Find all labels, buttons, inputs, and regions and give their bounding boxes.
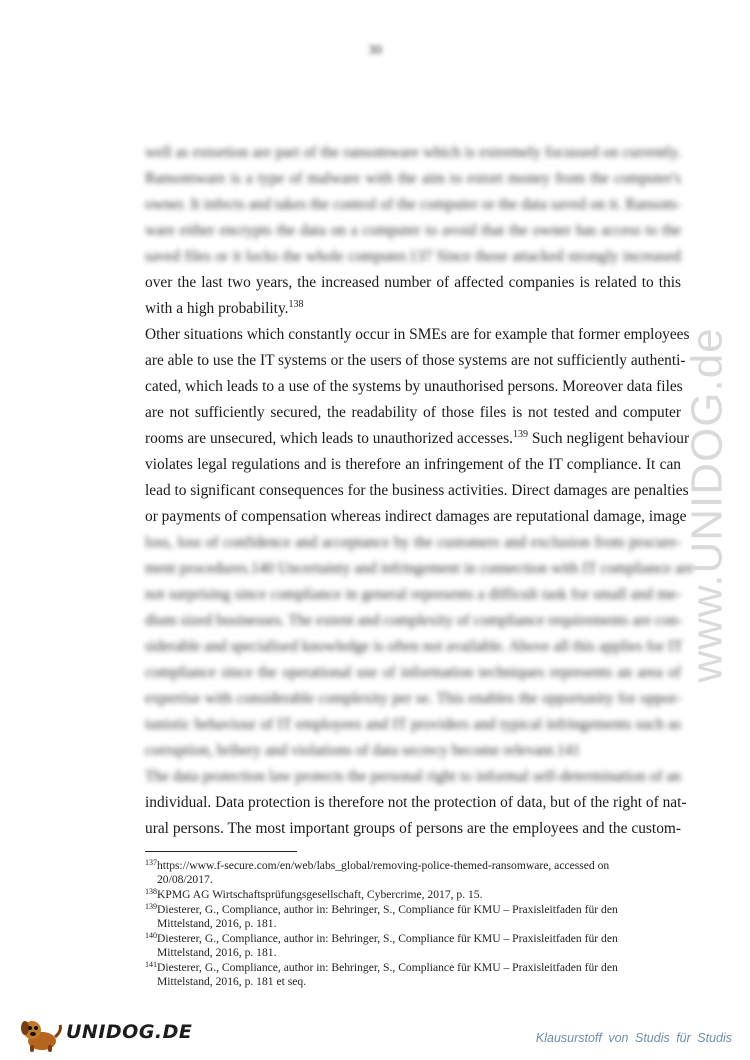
blurred-text-line: corruption, bribery and violations of data secrecy become relevant.141 — [145, 742, 581, 759]
unidog-logo[interactable] — [14, 1015, 193, 1053]
footnote — [145, 932, 705, 959]
footnote-number: 141 — [145, 960, 157, 969]
footnote-ref: 138 — [288, 299, 304, 310]
body-text-line: over the last two years, the increased number of affected companies is related to this — [145, 274, 681, 291]
body-text-line — [145, 426, 690, 452]
body-text: rooms are unsecured, which leads to unauthorized accesses. — [145, 430, 513, 447]
footnote-divider — [145, 851, 297, 852]
body-text-line — [145, 296, 681, 322]
footnote-ref: 139 — [512, 429, 528, 440]
blurred-text-line: owner. It infects and takes the control of the computer or the data saved on it. Ransom- — [145, 196, 681, 213]
blurred-text-line: compliance since the operational use of information techniques represents an area of — [145, 664, 681, 681]
dog-mascot-icon — [18, 1015, 64, 1053]
blurred-text-line: dium sized businesses. The extent and complexity of compliance requirements are con- — [145, 612, 683, 629]
footnote-number: 140 — [145, 931, 157, 940]
body-text-line: ural persons. The most important groups of persons are the employees and the custom- — [145, 820, 681, 837]
blurred-text-line: tunistic behaviour of IT employees and IT providers and typical infringements such as — [145, 716, 681, 733]
body-text-line: or payments of compensation whereas indirect damages are reputational damage, image — [145, 508, 687, 525]
body-text-line: individual. Data protection is therefore not the protection of data, but of the right of nat- — [145, 794, 687, 811]
footnote-number: 138 — [145, 887, 157, 896]
blurred-text-line: expertise with considerable complexity per se. This enables the opportunity for oppor- — [145, 690, 681, 707]
footnote-text: 20/08/2017. — [157, 872, 213, 886]
blurred-text-line: siderable and specialised knowledge is often not available. Above all this applies for IT — [145, 638, 683, 655]
body-text-line: are able to use the IT systems or the users of those systems are not sufficiently authenti- — [145, 352, 686, 369]
blurred-text-line: well as extortion are part of the ransomware which is extremely focussed on currently. — [145, 144, 681, 161]
page-number: 30 — [368, 43, 382, 58]
blurred-text-line: ment procedures.140 Uncertainty and infringement in connection with IT compliance are — [145, 560, 694, 577]
footnote-number: 139 — [145, 902, 157, 911]
blurred-text-line: loss, loss of confidence and acceptance by the customers and exclusion from procure- — [145, 534, 681, 551]
blurred-text-line: The data protection law protects the personal right to informal self-determination of an — [145, 768, 681, 785]
blurred-text-line: not surprising since compliance in general represents a difficult task for small and me- — [145, 586, 681, 603]
footnote-text: Mittelstand, 2016, p. 181 et seq. — [157, 974, 307, 988]
slogan: Klausurstoff von Studis für Studis — [535, 1031, 732, 1045]
body-text: with a high probability. — [145, 300, 289, 317]
footnote-text: Diesterer, G., Compliance, author in: Behringer, S., Compliance für KMU – Praxisleitfaden für den — [157, 961, 618, 974]
footnote-text: Mittelstand, 2016, p. 181. — [157, 916, 277, 930]
body-text-line: Other situations which constantly occur in SMEs are for example that former employees — [145, 326, 690, 343]
footnote — [145, 903, 705, 930]
body-text-line: cated, which leads to a use of the systems by unauthorised persons. Moreover data files — [145, 378, 683, 395]
footnote-text: Mittelstand, 2016, p. 181. — [157, 945, 277, 959]
watermark — [678, 275, 738, 735]
watermark-text: www.UNIDOG.de — [683, 327, 733, 683]
blurred-text-line: ware either encrypts the data on a computer to avoid that the owner has access to the — [145, 222, 681, 239]
footnote — [145, 888, 705, 902]
body-text-line: violates legal regulations and is therefore an infringement of the IT compliance. It can — [145, 456, 681, 473]
footnote-text: https://www.f-secure.com/en/web/labs_global/removing-police-themed-ransomware, accessed on — [157, 859, 610, 872]
blurred-text-line: Ransomware is a type of malware with the aim to extort money from the computer's — [145, 170, 681, 187]
logo-text: UNIDOG.DE — [66, 1021, 193, 1043]
footnote-text: Diesterer, G., Compliance, author in: Behringer, S., Compliance für KMU – Praxisleitfaden für den — [157, 932, 618, 945]
footnote-text: Diesterer, G., Compliance, author in: Behringer, S., Compliance für KMU – Praxisleitfaden für den — [157, 903, 618, 916]
blurred-text-line: saved files or it locks the whole computer.137 Since those attacked strongly increased — [145, 248, 681, 265]
footnote — [145, 961, 705, 988]
footnote-text: KPMG AG Wirtschaftsprüfungsgesellschaft, Cybercrime, 2017, p. 15. — [157, 888, 483, 901]
body-text: Such negligent behaviour — [527, 430, 690, 447]
footnote-number: 137 — [145, 858, 157, 867]
footnote — [145, 859, 705, 886]
body-text-line: are not sufficiently secured, the readability of those files is not tested and computer — [145, 404, 681, 421]
body-text-line: lead to significant consequences for the business activities. Direct damages are penalties — [145, 482, 689, 499]
